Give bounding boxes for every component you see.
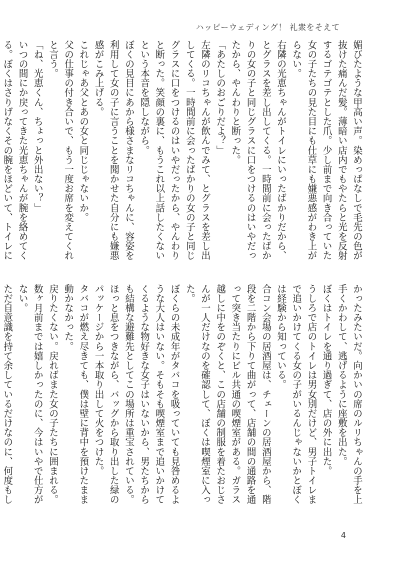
column-bottom <box>1 284 364 514</box>
page-number: 4 <box>340 531 346 540</box>
paragraph: 左隣のリコちゃんが飲んでみて、とグラスを差し出してくる。一時間前に会ったばかりの女の子と同じグラスに口をつけるのはいやだったから、やんわりと断った。笑顔の裏に、もうこれ以上話したくないという本音を隠しながら。 <box>138 40 210 261</box>
paragraph: 戻りたくない。戻ればまた女の子たちに囲まれる。数ヶ月前までは嬉しかったのに、今はいやで仕方がない。 <box>16 284 58 505</box>
paragraph: 右隣の光恵ちゃんがトイレにいったばかりだから、とグラスを差し出してくる。一時間前に会ったばかりの女の子と同じグラスに口をつけるのはいやだったから、やんわりと断った。 <box>229 40 286 261</box>
paragraph: ほっと息をつきながら、バッグから取り出した緑のパッケージから一本取り出して火をつけた。 <box>92 284 119 505</box>
paragraph: ただ自意識を持て余しているだけなのに、何度もし <box>1 284 13 505</box>
text-area <box>1 40 364 514</box>
paragraph: 合コン会場の居酒屋は、チェーンの居酒屋から、階段を二階から下りて曲がって、店舗の間の通路を通って突き当たりにビル共通の喫煙室がある。ガラス越しに中をのぞくと、この店舗の制服を着たおじさんが一人だけなのを確認して、ぼくは喫煙室に入った。 <box>183 284 271 505</box>
paragraph: かったみたいだ。向かいの席のルリちゃんの手を上手くかわして、逃げるように座敷を出た。 <box>335 284 362 505</box>
column-top <box>1 40 364 270</box>
paragraph: 「あたしのおごりだよ？」 <box>214 40 226 156</box>
paragraph: 父の仕事の付き合いで、もう一度お席を変えてくれと言う。 <box>46 40 74 261</box>
paragraph: 媚びたような甲高い声。染めっぱなしで毛先の色が抜けた痛んだ髪。薄暗い店内でもやたらと光を反射するゴテゴテとした爪。少し前まで向き合っていた女の子たちの見た目にも仕草にも嫌悪感がわき上がらない。 <box>290 40 362 261</box>
paragraph: これじゃあ父とあの女と同じじゃないか。 <box>77 40 89 223</box>
paragraph: うしろで店のトイレは男女別だけど、男子トイレまで追いかけてくる女の子がいるんじゃないかとぼくは経験から知っている。 <box>274 284 317 505</box>
paragraph: ぼくらの未成年がタバコを吸っていても見咎めるような大人はいない。そもそも喫煙室まで追いかけてくるような物好きな女子はいないから、男たちからも結構な避難先としてこの場所は重宝されている。 <box>122 284 180 505</box>
running-header: ハッピーウェディング！ 礼衆をそえて <box>195 23 340 32</box>
paragraph: いつの間にか戻ってきた光恵ちゃんが腕を絡めてくる。ぼくはさりげなくその腕をほどいて、トイレに <box>1 40 28 261</box>
paragraph: 「ね、光恵くん、ちょっと外出ない？」 <box>31 40 43 213</box>
paragraph: ぼくの見目にあから様さまなリコちゃんに、容姿を利用して女の子に言うことを聞かせた自分にも嫌悪感がこみ上げる。 <box>92 40 134 261</box>
paragraph: タバコが燃え尽きても、僕は壁に背中を預けたまま動かなかった。 <box>62 284 89 505</box>
paragraph: ぼくはトイレを通り過ぎて、店の外に出た。 <box>320 284 332 476</box>
